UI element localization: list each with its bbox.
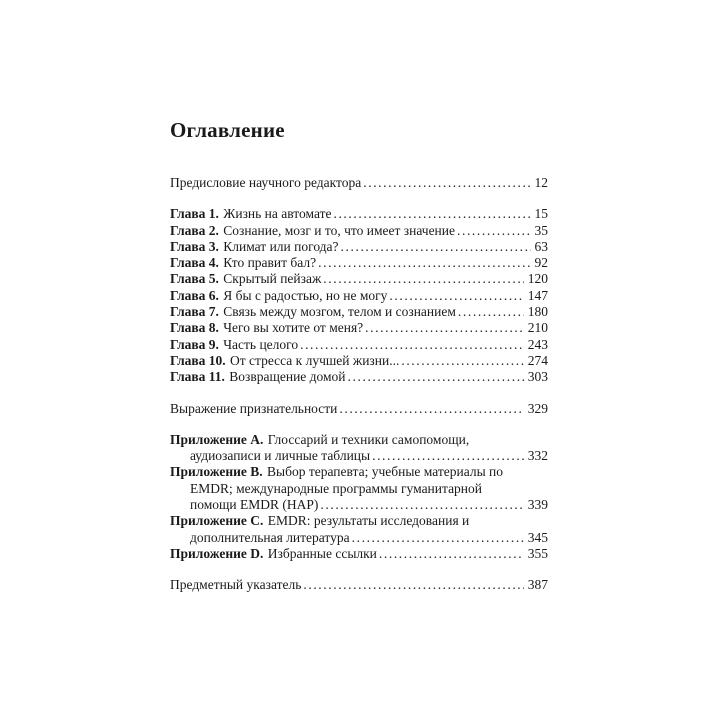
entry-title: Скрытый пейзаж <box>223 271 322 287</box>
toc-entry-appendix-b <box>170 464 548 513</box>
entry-label: Приложение A. <box>170 431 264 447</box>
entry-label: Приложение B. <box>170 464 263 480</box>
dot-leader <box>458 304 524 320</box>
entry-label: Глава 8. <box>170 320 219 336</box>
toc-entry-chapter-9 <box>170 337 548 353</box>
dot-leader <box>379 546 524 562</box>
entry-title: Выбор терапевта; учебные материалы по <box>267 464 503 480</box>
toc-entry-appendix-a <box>170 432 548 465</box>
toc-entry-preface <box>170 175 548 191</box>
entry-title: Связь между мозгом, телом и сознанием <box>223 304 456 320</box>
entry-title: Глоссарий и техники самопомощи, <box>267 431 470 447</box>
dot-leader <box>365 320 524 336</box>
toc-entry-chapter-7 <box>170 304 548 320</box>
toc-line-continuation <box>170 530 548 546</box>
dot-leader <box>372 448 524 464</box>
dot-leader <box>457 223 531 239</box>
dot-leader <box>341 239 531 255</box>
entry-page: 243 <box>527 336 548 352</box>
chapters-group <box>170 206 548 385</box>
entry-title-continuation: дополнительная литература <box>190 529 350 545</box>
dot-leader <box>300 337 524 353</box>
entry-title: Выражение признательности <box>170 400 338 416</box>
dot-leader <box>303 577 523 593</box>
acknowledgements-group <box>170 401 548 417</box>
toc-line-continuation <box>170 448 548 464</box>
page-title: Оглавление <box>170 118 285 142</box>
entry-page: 303 <box>527 369 548 385</box>
entry-page: 120 <box>527 271 548 287</box>
entry-label: Приложение C. <box>170 513 264 529</box>
entry-title-continuation: помощи EMDR (HAP) <box>190 497 319 513</box>
index-group <box>170 577 548 593</box>
entry-title: Предметный указатель <box>170 577 302 593</box>
entry-title: Избранные ссылки <box>267 545 377 561</box>
toc-line <box>170 513 548 529</box>
entry-page: 15 <box>534 206 548 222</box>
toc-entry-chapter-2 <box>170 223 548 239</box>
dot-leader <box>363 175 530 191</box>
entry-title: Часть целого <box>223 336 299 352</box>
entry-page: 339 <box>527 497 548 513</box>
entry-page: 147 <box>527 287 548 303</box>
entry-title: Я бы с радостью, но не могу <box>223 287 388 303</box>
toc-line-continuation <box>170 497 548 513</box>
entry-page: 92 <box>534 255 548 271</box>
toc-entry-chapter-3 <box>170 239 548 255</box>
toc-entry-index <box>170 577 548 593</box>
entry-label: Приложение D. <box>170 545 264 561</box>
entry-title: Сознание, мозг и то, что имеет значение <box>223 222 455 238</box>
entry-label: Глава 9. <box>170 336 219 352</box>
entry-label: Глава 1. <box>170 206 219 222</box>
entry-label: Глава 4. <box>170 255 219 271</box>
entry-page: 345 <box>527 529 548 545</box>
toc-column <box>170 118 548 594</box>
appendices-group <box>170 432 548 562</box>
dot-leader <box>333 206 530 222</box>
toc-entry-appendix-d <box>170 546 548 562</box>
entry-label: Глава 7. <box>170 304 219 320</box>
entry-page: 180 <box>527 304 548 320</box>
entry-page: 35 <box>534 222 548 238</box>
entry-page: 274 <box>527 352 548 368</box>
toc-entry-chapter-10 <box>170 353 548 369</box>
dot-leader <box>401 353 523 369</box>
entry-title-continuation: EMDR; международные программы гуманитарной <box>190 480 483 496</box>
entry-title: EMDR: результаты исследования и <box>267 513 470 529</box>
entry-title-continuation: аудиозаписи и личные таблицы <box>190 448 371 464</box>
entry-label: Глава 2. <box>170 222 219 238</box>
toc-entry-chapter-5 <box>170 271 548 287</box>
entry-page: 329 <box>527 400 548 416</box>
entry-page: 332 <box>527 448 548 464</box>
dot-leader <box>318 255 530 271</box>
toc-entry-chapter-11 <box>170 369 548 385</box>
toc-entry-chapter-4 <box>170 255 548 271</box>
entry-page: 210 <box>527 320 548 336</box>
entry-label: Глава 6. <box>170 287 219 303</box>
entry-title: Жизнь на автомате <box>223 206 332 222</box>
entry-label: Глава 3. <box>170 238 219 254</box>
entry-title: От стресса к лучшей жизни... <box>230 352 400 368</box>
toc-entry-acknowledgements <box>170 401 548 417</box>
preface-group <box>170 175 548 191</box>
dot-leader <box>323 271 523 287</box>
entry-label: Глава 10. <box>170 352 226 368</box>
toc-line <box>170 546 548 562</box>
toc-entry-chapter-8 <box>170 320 548 336</box>
toc-entry-chapter-1 <box>170 206 548 222</box>
entry-title: Климат или погода? <box>223 238 339 254</box>
entry-title: Кто правит бал? <box>223 255 317 271</box>
dot-leader <box>352 530 524 546</box>
entry-title: Предисловие научного редактора <box>170 175 362 190</box>
entry-page: 355 <box>527 545 548 561</box>
toc-line-continuation <box>170 481 548 497</box>
entry-title: Чего вы хотите от меня? <box>223 320 364 336</box>
dot-leader <box>389 288 523 304</box>
toc-line <box>170 432 548 448</box>
entry-page: 63 <box>534 238 548 254</box>
dot-leader <box>348 369 524 385</box>
toc-entry-chapter-6 <box>170 288 548 304</box>
entry-label: Глава 11. <box>170 369 225 385</box>
toc-entry-appendix-c <box>170 513 548 546</box>
entry-title: Возвращение домой <box>229 369 346 385</box>
entry-label: Глава 5. <box>170 271 219 287</box>
entry-page: 12 <box>534 175 548 190</box>
toc-line <box>170 464 548 480</box>
entry-page: 387 <box>527 577 548 593</box>
dot-leader <box>339 401 523 417</box>
dot-leader <box>320 497 523 513</box>
